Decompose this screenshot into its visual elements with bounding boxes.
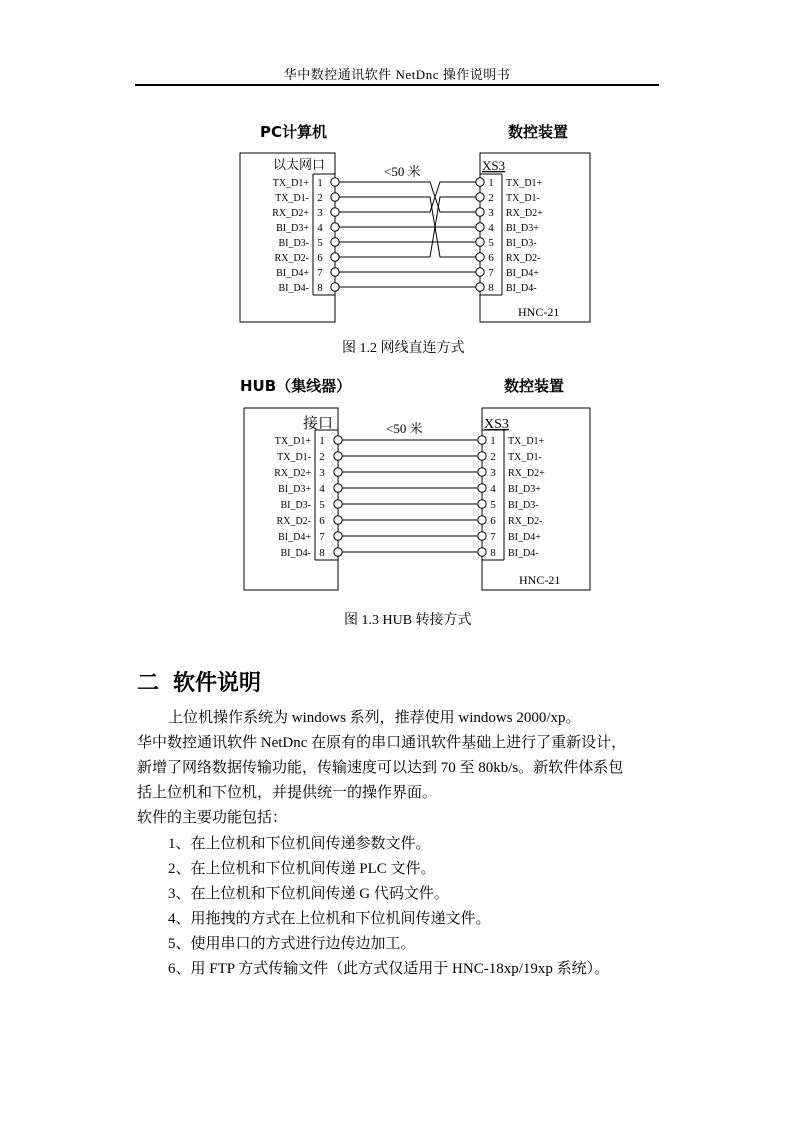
left-pin-number: 2 (317, 192, 323, 204)
right-pin-label: BI_D4- (506, 283, 537, 294)
left-pin-label: RX_D2+ (274, 468, 311, 479)
fig12-left-port-label: 以太网口 (273, 157, 326, 172)
fig12-cable-label: <50 米 (384, 164, 421, 179)
left-pin-label: BI_D4+ (276, 268, 309, 279)
right-pin-number: 2 (490, 451, 496, 463)
fig13-device-label: HNC-21 (519, 573, 561, 587)
feature-item: 2、在上位机和下位机间传递 PLC 文件。 (168, 861, 436, 877)
right-pin-label: RX_D2- (506, 253, 541, 264)
right-pin-number: 3 (490, 467, 496, 479)
left-pin-label: TX_D1+ (274, 436, 311, 447)
right-pin-label: BI_D3- (506, 238, 537, 249)
feature-item: 4、用拖拽的方式在上位机和下位机间传递文件。 (168, 911, 491, 927)
left-pin-label: RX_D2- (276, 516, 311, 527)
left-pin-label: BI_D4- (278, 283, 309, 294)
left-pin-number: 5 (319, 499, 325, 511)
left-pin-terminal (334, 548, 342, 556)
section-number: 二 (137, 671, 160, 696)
feature-item: 5、使用串口的方式进行边传边加工。 (168, 936, 416, 952)
right-pin-label: BI_D3- (508, 500, 539, 511)
paragraph-os: 上位机操作系统为 windows 系列，推荐使用 windows 2000/xp。 (168, 710, 581, 726)
fig12-caption: 图 1.2 网线直连方式 (342, 341, 465, 356)
right-pin-number: 8 (490, 547, 496, 559)
fig12-right-port-label: XS3 (482, 158, 506, 173)
left-pin-number: 4 (319, 483, 325, 495)
left-pin-number: 8 (317, 282, 323, 294)
fig13-cable-label: <50 米 (386, 421, 423, 436)
left-pin-terminal (334, 532, 342, 540)
left-pin-number: 6 (319, 515, 325, 527)
left-pin-number: 1 (317, 177, 323, 189)
feature-item: 6、用 FTP 方式传输文件（此方式仅适用于 HNC-18xp/19xp 系统）。 (168, 961, 610, 977)
left-pin-number: 3 (319, 467, 325, 479)
right-pin-number: 1 (488, 177, 494, 189)
right-pin-number: 8 (488, 282, 494, 294)
left-pin-terminal (334, 468, 342, 476)
right-pin-number: 5 (488, 237, 494, 249)
paragraph-line-1: 华中数控通讯软件 NetDnc 在原有的串口通讯软件基础上进行了重新设计， (137, 735, 627, 751)
right-pin-number: 3 (488, 207, 494, 219)
left-pin-label: TX_D1- (275, 193, 309, 204)
right-pin-number: 2 (488, 192, 494, 204)
right-pin-terminal (478, 516, 486, 524)
left-pin-label: BI_D3- (278, 238, 309, 249)
right-pin-number: 4 (490, 483, 496, 495)
right-pin-terminal (478, 500, 486, 508)
left-pin-number: 8 (319, 547, 325, 559)
right-pin-number: 7 (490, 531, 496, 543)
right-pin-terminal (478, 548, 486, 556)
left-pin-terminal (334, 484, 342, 492)
right-pin-terminal (478, 436, 486, 444)
left-pin-terminal (334, 500, 342, 508)
right-pin-label: RX_D2- (508, 516, 543, 527)
section-title: 软件说明 (173, 671, 262, 696)
section-heading (137, 666, 275, 697)
right-pin-label: RX_D2+ (508, 468, 545, 479)
left-pin-number: 5 (317, 237, 323, 249)
left-pin-number: 7 (319, 531, 325, 543)
left-pin-label: RX_D2- (274, 253, 309, 264)
right-pin-number: 6 (488, 252, 494, 264)
right-pin-number: 7 (488, 267, 494, 279)
left-pin-label: TX_D1- (277, 452, 311, 463)
left-pin-number: 2 (319, 451, 325, 463)
right-pin-label: RX_D2+ (506, 208, 543, 219)
right-pin-label: BI_D4+ (506, 268, 539, 279)
page-header: 华中数控通讯软件 NetDnc 操作说明书 (283, 67, 511, 82)
left-pin-label: BI_D3+ (276, 223, 309, 234)
left-pin-number: 1 (319, 435, 325, 447)
left-pin-terminal (334, 436, 342, 444)
right-pin-label: TX_D1- (508, 452, 542, 463)
right-pin-label: BI_D3+ (508, 484, 541, 495)
left-pin-number: 4 (317, 222, 323, 234)
fig13-left-title: HUB（集线器） (240, 377, 352, 395)
right-pin-number: 4 (488, 222, 494, 234)
left-pin-label: BI_D3+ (278, 484, 311, 495)
right-pin-terminal (478, 484, 486, 492)
right-pin-label: BI_D3+ (506, 223, 539, 234)
fig13-right-port-label: XS3 (484, 417, 509, 432)
left-pin-label: BI_D3- (280, 500, 311, 511)
left-pin-number: 7 (317, 267, 323, 279)
fig13-caption: 图 1.3 HUB 转接方式 (344, 613, 472, 628)
left-pin-label: RX_D2+ (272, 208, 309, 219)
feature-item: 3、在上位机和下位机间传递 G 代码文件。 (168, 886, 449, 902)
right-pin-number: 1 (490, 435, 496, 447)
left-pin-terminal (334, 516, 342, 524)
right-pin-label: BI_D4+ (508, 532, 541, 543)
paragraph-line-3: 括上位机和下位机，并提供统一的操作界面。 (137, 785, 438, 801)
right-pin-label: TX_D1+ (506, 178, 543, 189)
features-intro: 软件的主要功能包括： (137, 810, 288, 826)
left-pin-label: BI_D4- (280, 548, 311, 559)
right-pin-label: TX_D1+ (508, 436, 545, 447)
right-pin-label: TX_D1- (506, 193, 540, 204)
right-pin-label: BI_D4- (508, 548, 539, 559)
left-pin-label: TX_D1+ (272, 178, 309, 189)
left-pin-number: 6 (317, 252, 323, 264)
fig13-right-title: 数控装置 (504, 377, 565, 395)
left-pin-terminal (334, 452, 342, 460)
feature-item: 1、在上位机和下位机间传递参数文件。 (168, 836, 431, 852)
fig12-right-title: 数控装置 (508, 123, 569, 141)
left-pin-number: 3 (317, 207, 323, 219)
right-pin-terminal (478, 452, 486, 460)
fig13-left-port-label: 接口 (303, 416, 334, 432)
right-pin-number: 5 (490, 499, 496, 511)
fig12-device-label: HNC-21 (518, 305, 560, 319)
right-pin-number: 6 (490, 515, 496, 527)
right-pin-terminal (478, 468, 486, 476)
left-pin-label: BI_D4+ (278, 532, 311, 543)
right-pin-terminal (478, 532, 486, 540)
paragraph-line-2: 新增了网络数据传输功能，传输速度可以达到 70 至 80kb/s。新软件体系包 (137, 760, 624, 776)
fig12-left-title: PC计算机 (260, 123, 328, 141)
